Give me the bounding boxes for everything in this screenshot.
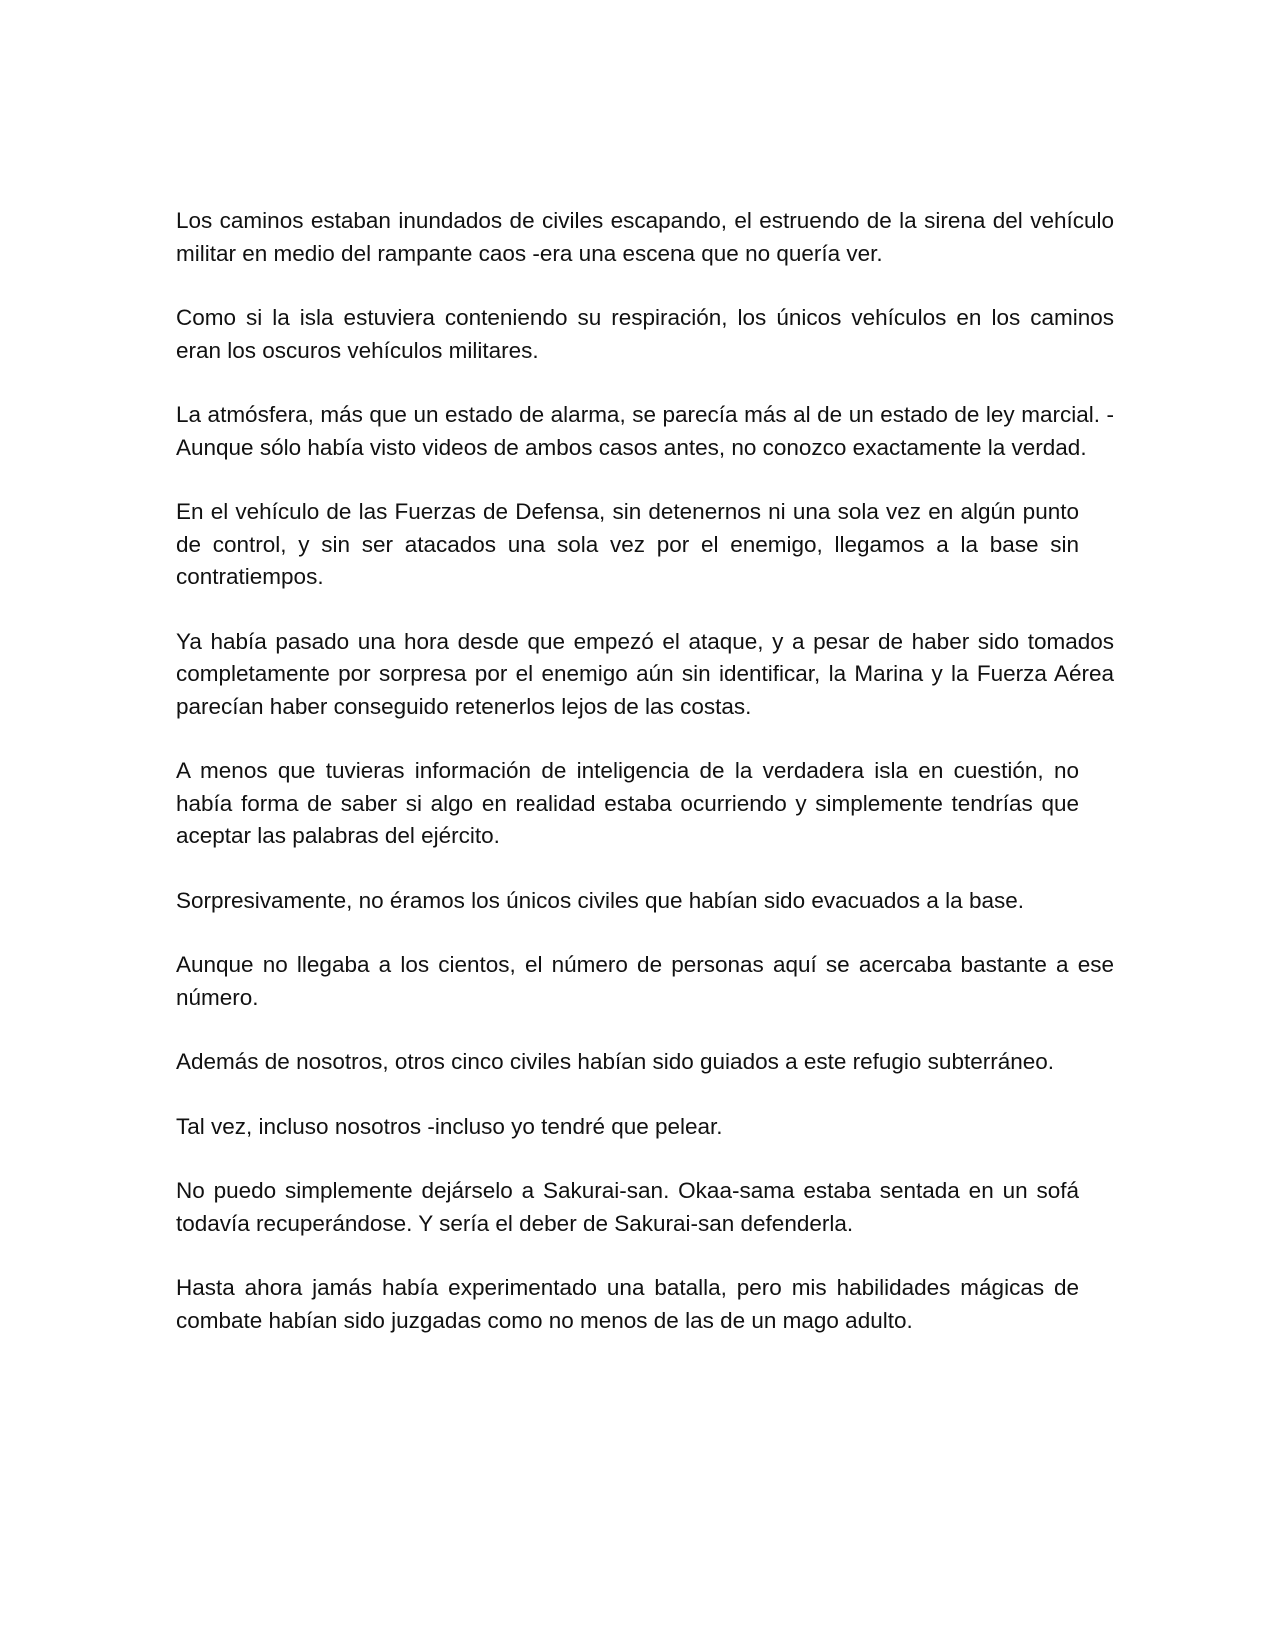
paragraph-5: Ya había pasado una hora desde que empezó el ataque, y a pesar de haber sido tomados completamente por sorpresa por el enemigo aún sin identificar, la Marina y la Fuerza Aérea parecían haber conseguido retenerlos lejos de las costas. [176, 628, 1114, 719]
paragraph-12: Hasta ahora jamás había experimentado una batalla, pero mis habilidades mágicas de combate habían sido juzgadas como no menos de las de un mago adulto. [176, 1275, 1079, 1333]
paragraph-3: La atmósfera, más que un estado de alarma, se parecía más al de un estado de ley marcial. -Aunque sólo había visto videos de ambos casos antes, no conozco exactamente la verdad. [176, 402, 1114, 460]
paragraph-6: A menos que tuvieras información de inteligencia de la verdadera isla en cuestión, no había forma de saber si algo en realidad estaba ocurriendo y simplemente tendrías que aceptar las palabras del ejército. [176, 758, 1079, 848]
body-text [176, 205, 1114, 1337]
paragraph-7: Sorpresivamente, no éramos los únicos civiles que habían sido evacuados a la base. [176, 887, 1024, 913]
paragraph-10: Tal vez, incluso nosotros -incluso yo tendré que pelear. [176, 1113, 723, 1139]
paragraph-9: Además de nosotros, otros cinco civiles habían sido guiados a este refugio subterráneo. [176, 1049, 1055, 1074]
paragraph-11: No puedo simplemente dejárselo a Sakurai-san. Okaa-sama estaba sentada en un sofá todavía recuperándose. Y sería el deber de Sakurai-san defenderla. [176, 1178, 1079, 1236]
paragraph-4: En el vehículo de las Fuerzas de Defensa, sin detenernos ni una sola vez en algún punto de control, y sin ser atacados una sola vez por el enemigo, llegamos a la base sin contratiempos. [176, 499, 1079, 589]
paragraph-2: Como si la isla estuviera conteniendo su respiración, los únicos vehículos en los caminos eran los oscuros vehículos militares. [176, 305, 1114, 363]
paragraph-8: Aunque no llegaba a los cientos, el número de personas aquí se acercaba bastante a ese número. [176, 952, 1114, 1010]
paragraph-1: Los caminos estaban inundados de civiles escapando, el estruendo de la sirena del vehículo militar en medio del rampante caos -era una escena que no quería ver. [176, 208, 1114, 266]
